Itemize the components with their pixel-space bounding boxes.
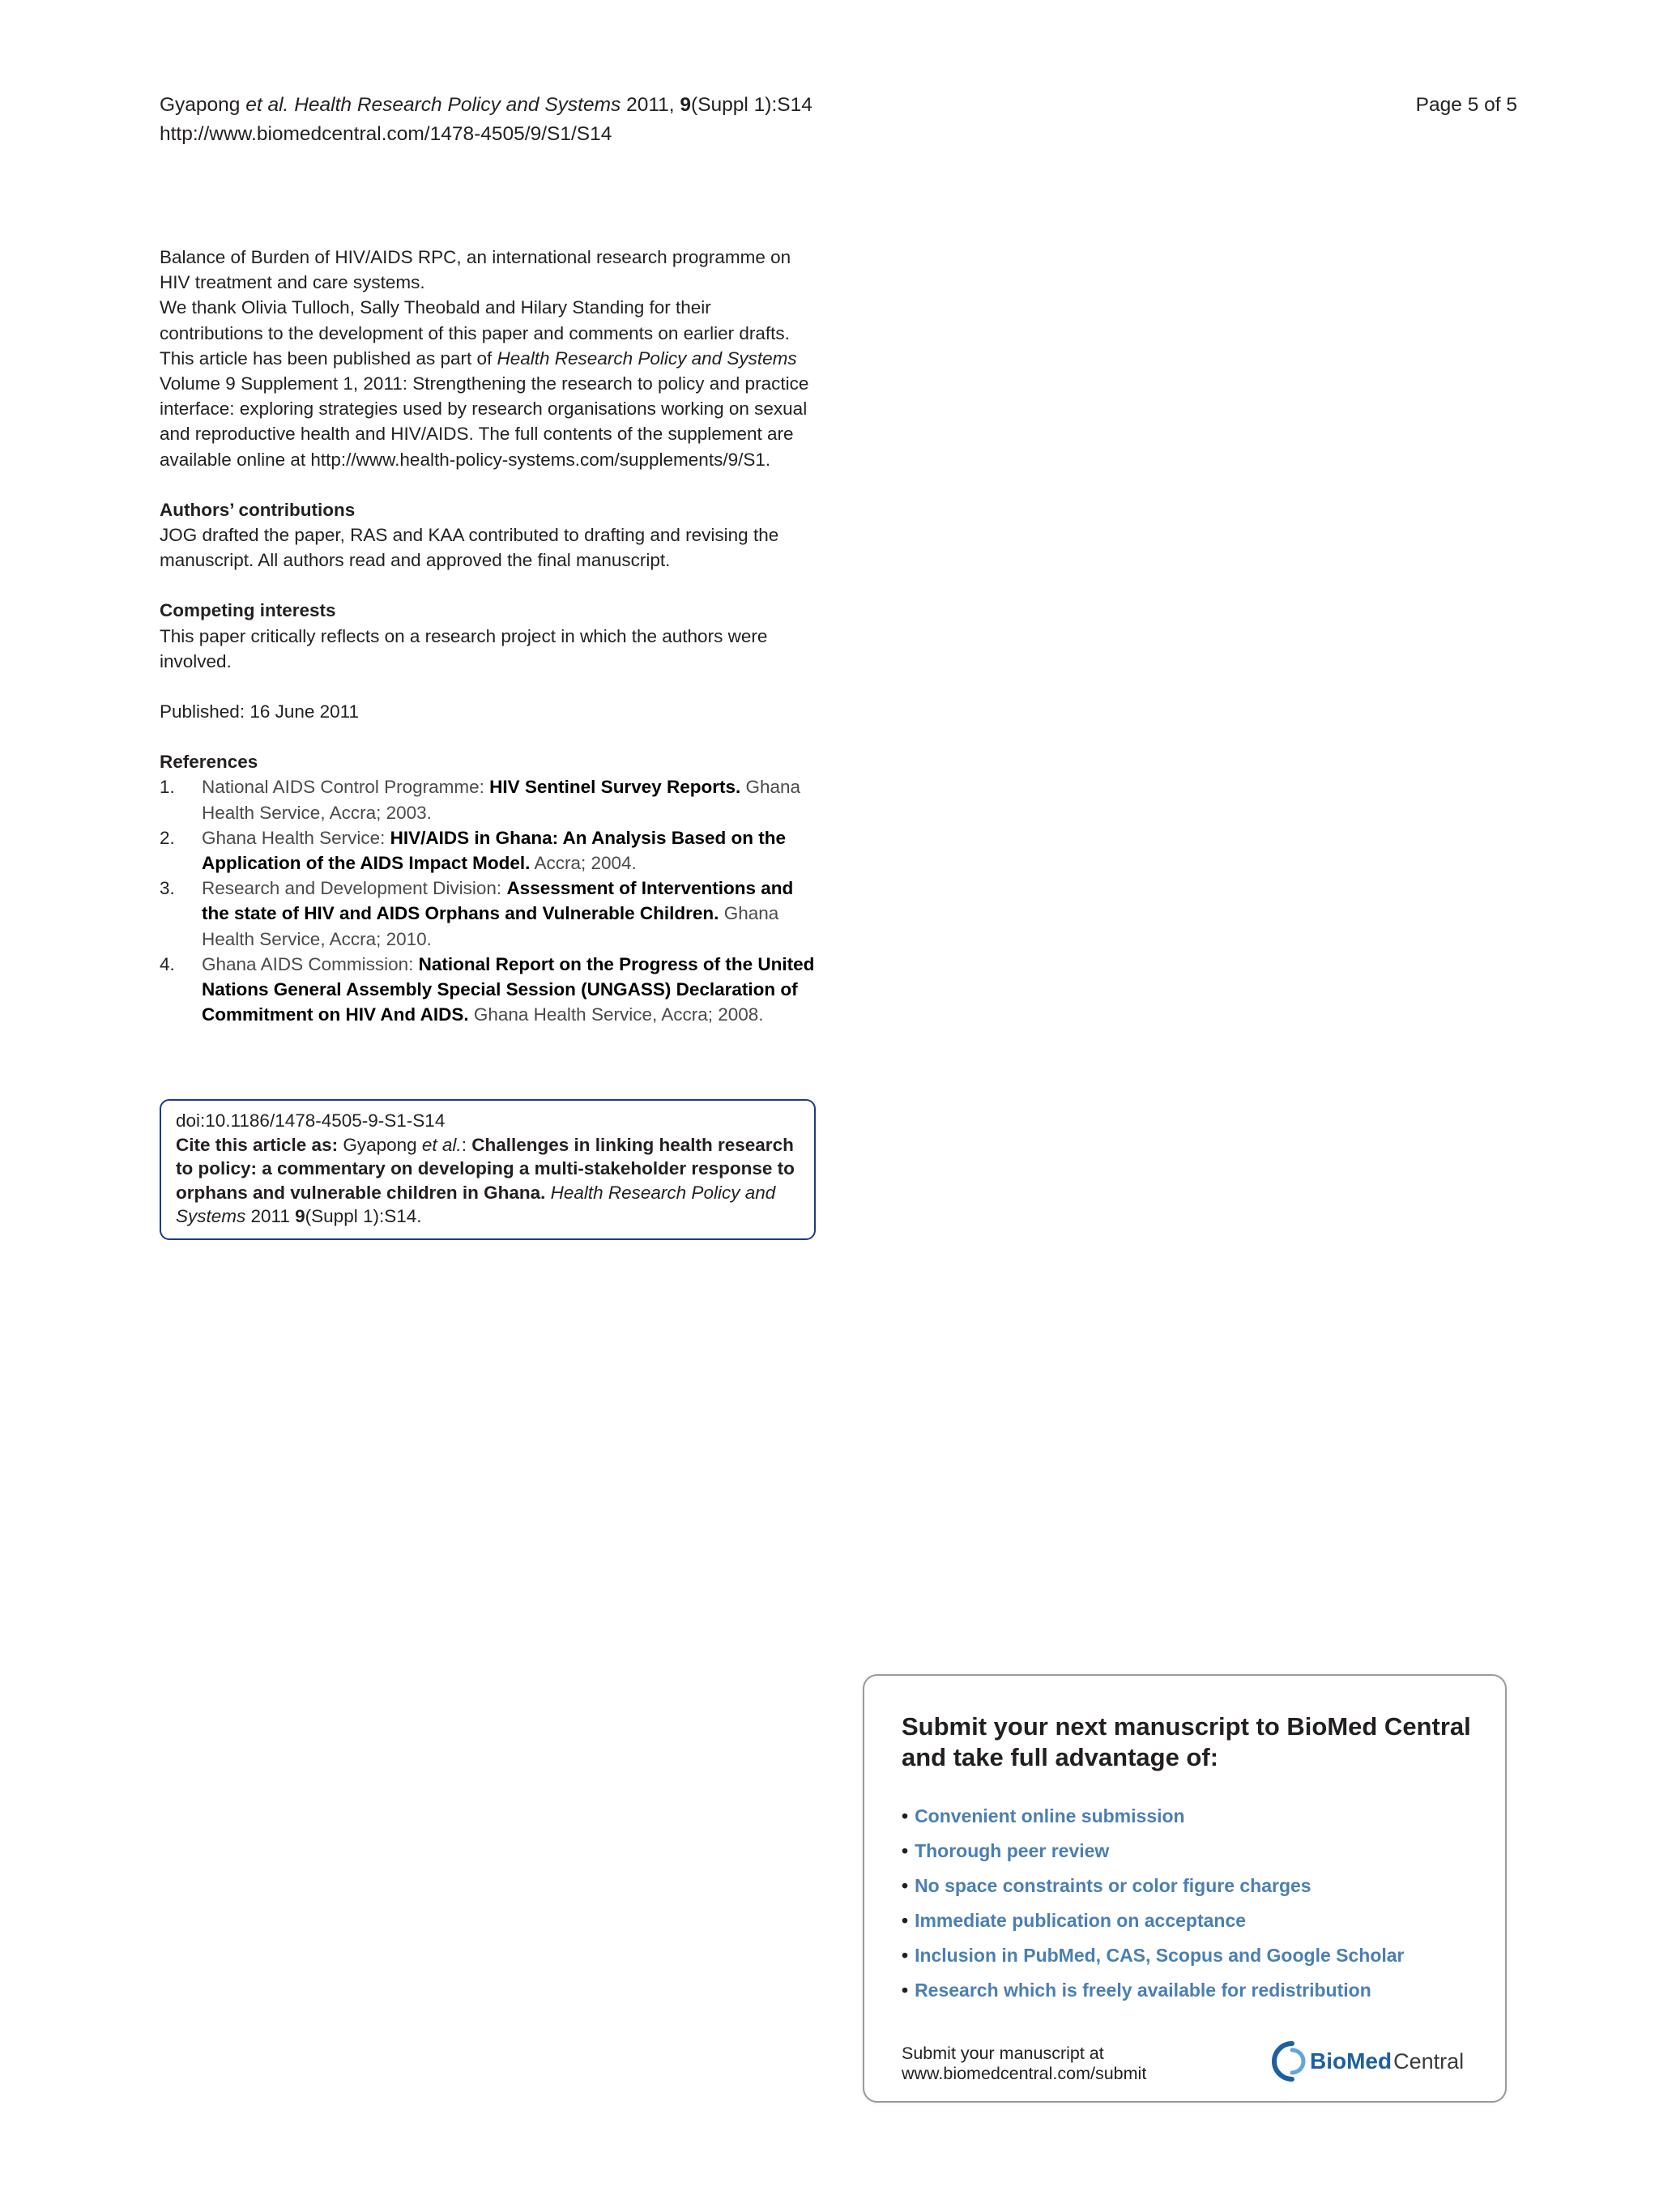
header-issue: (Suppl 1):S14 xyxy=(691,94,812,116)
reference-item xyxy=(160,876,817,952)
ack-paragraph-1: Balance of Burden of HIV/AIDS RPC, an international research programme on HIV treatment and care systems. xyxy=(160,247,791,293)
reference-source: Ghana Health Service: xyxy=(202,827,390,848)
submit-line: Submit your manuscript at xyxy=(902,2044,1104,2063)
reference-title: National Report on the Progress of the United Nations General Assembly Special Session (UNGASS) Declaration of Commitment on HIV And AIDS. xyxy=(202,953,815,1025)
cite-etal: et al. xyxy=(421,1134,462,1155)
benefit-item xyxy=(902,1903,1405,1938)
header-journal: Health Research Policy and Systems xyxy=(294,94,621,116)
cite-authors: Gyapong xyxy=(338,1134,422,1155)
reference-publisher: Accra; 2004. xyxy=(530,853,637,874)
bullet: • xyxy=(902,1840,909,1861)
cite-journal: Health Research Policy and Systems xyxy=(176,1182,776,1226)
reference-number: 2. xyxy=(160,827,175,848)
header-authors: Gyapong xyxy=(160,94,241,116)
benefit-text[interactable]: Convenient online submission xyxy=(915,1805,1185,1826)
reference-number: 3. xyxy=(160,878,175,899)
ack-paragraph-2: We thank Olivia Tulloch, Sally Theobald and Hilary Standing for their contributions to the development of this paper and comments on earlier drafts. xyxy=(160,297,790,343)
page-number: Page 5 of 5 xyxy=(1415,94,1517,116)
submission-promo-box xyxy=(863,1674,1507,2103)
ack-paragraph-3 xyxy=(160,346,817,472)
logo-central-text: Central xyxy=(1393,2048,1465,2073)
citation-header xyxy=(160,91,812,120)
references-heading: References xyxy=(160,752,258,773)
benefit-item xyxy=(902,1834,1405,1869)
header-year: 2011, xyxy=(626,94,675,116)
reference-list xyxy=(160,774,817,1027)
contributions-heading: Authors’ contributions xyxy=(160,499,356,520)
benefit-text[interactable]: Research which is freely available for redistribution xyxy=(915,1980,1371,2001)
reference-source: National AIDS Control Programme: xyxy=(202,777,490,798)
bullet: • xyxy=(902,1945,909,1966)
left-column xyxy=(160,245,817,1027)
reference-title: Assessment of Interventions and the state of HIV and AIDS Orphans and Vulnerable Children. xyxy=(202,878,794,924)
biomed-central-logo[interactable] xyxy=(1268,2040,1464,2082)
reference-title: HIV Sentinel Survey Reports. xyxy=(489,777,741,798)
reference-title: HIV/AIDS in Ghana: An Analysis Based on the Application of the AIDS Impact Model. xyxy=(202,827,787,874)
contributions-text: JOG drafted the paper, RAS and KAA contributed to drafting and revising the manuscript. All authors read and approved the final manuscript. xyxy=(160,525,779,571)
cite-label: Cite this article as: xyxy=(176,1134,339,1155)
reference-item xyxy=(160,952,817,1028)
ack-p3-journal: Health Research Policy and Systems xyxy=(497,347,797,369)
cite-text xyxy=(176,1133,800,1229)
benefit-text[interactable]: Thorough peer review xyxy=(915,1840,1110,1861)
benefit-text[interactable]: Immediate publication on acceptance xyxy=(915,1910,1247,1931)
bullet: • xyxy=(902,1875,909,1896)
cite-volume: 9 xyxy=(295,1206,305,1226)
cite-issue: (Suppl 1):S14. xyxy=(305,1206,422,1226)
reference-source: Ghana AIDS Commission: xyxy=(202,953,419,974)
reference-source: Research and Development Division: xyxy=(202,878,507,899)
reference-number: 1. xyxy=(160,777,175,798)
doi[interactable]: doi:10.1186/1478-4505-9-S1-S14 xyxy=(176,1110,446,1131)
bullet: • xyxy=(902,1980,909,2001)
logo-bio-text: BioMed xyxy=(1310,2048,1392,2073)
reference-number: 4. xyxy=(160,953,175,974)
header-url[interactable]: http://www.biomedcentral.com/1478-4505/9/S1/S14 xyxy=(160,123,612,145)
benefit-text[interactable]: No space constraints or color figure charges xyxy=(915,1875,1311,1896)
header-etal: et al. xyxy=(245,94,289,116)
submit-instructions xyxy=(902,2044,1146,2084)
bullet: • xyxy=(902,1805,909,1826)
benefit-text[interactable]: Inclusion in PubMed, CAS, Scopus and Google Scholar xyxy=(915,1945,1405,1966)
benefit-item xyxy=(902,1938,1405,1973)
submit-url[interactable]: www.biomedcentral.com/submit xyxy=(902,2064,1147,2083)
benefit-item xyxy=(902,1869,1405,1903)
bullet: • xyxy=(902,1910,909,1931)
competing-heading: Competing interests xyxy=(160,600,336,621)
promo-title: Submit your next manuscript to BioMed Central and take full advantage of: xyxy=(902,1712,1471,1771)
reference-publisher: Ghana Health Service, Accra; 2010. xyxy=(202,903,779,949)
benefit-item xyxy=(902,1799,1405,1834)
reference-publisher: Ghana Health Service, Accra; 2008. xyxy=(468,1004,764,1025)
header-volume: 9 xyxy=(680,94,692,116)
ack-p3-text-a: This article has been published as part of xyxy=(160,347,497,369)
benefit-list xyxy=(902,1799,1405,2008)
cite-title: Challenges in linking health research to policy: a commentary on developing a multi-stakeholder response to orphans and vulnerable children in Ghana. xyxy=(176,1134,795,1203)
cite-year: 2011 xyxy=(245,1206,296,1226)
citation-box xyxy=(160,1099,816,1240)
page-header xyxy=(160,91,1517,149)
competing-text: This paper critically reflects on a research project in which the authors were involved. xyxy=(160,625,768,671)
reference-publisher: Ghana Health Service, Accra; 2003. xyxy=(202,777,801,823)
reference-item xyxy=(160,774,817,825)
cite-colon: : xyxy=(461,1134,472,1155)
reference-item xyxy=(160,825,817,876)
ack-p3-text-b: Volume 9 Supplement 1, 2011: Strengthening the research to policy and practice interface: exploring strategies used by research organisations working on sexual and reproductive health and HIV/AIDS. The full contents of the supplement are available online at http://www.health-policy-systems.com/supplements/9/S1. xyxy=(160,373,809,470)
biomed-logo-icon xyxy=(1268,2040,1310,2082)
published-date: Published: 16 June 2011 xyxy=(160,701,360,722)
benefit-item xyxy=(902,1973,1405,2008)
